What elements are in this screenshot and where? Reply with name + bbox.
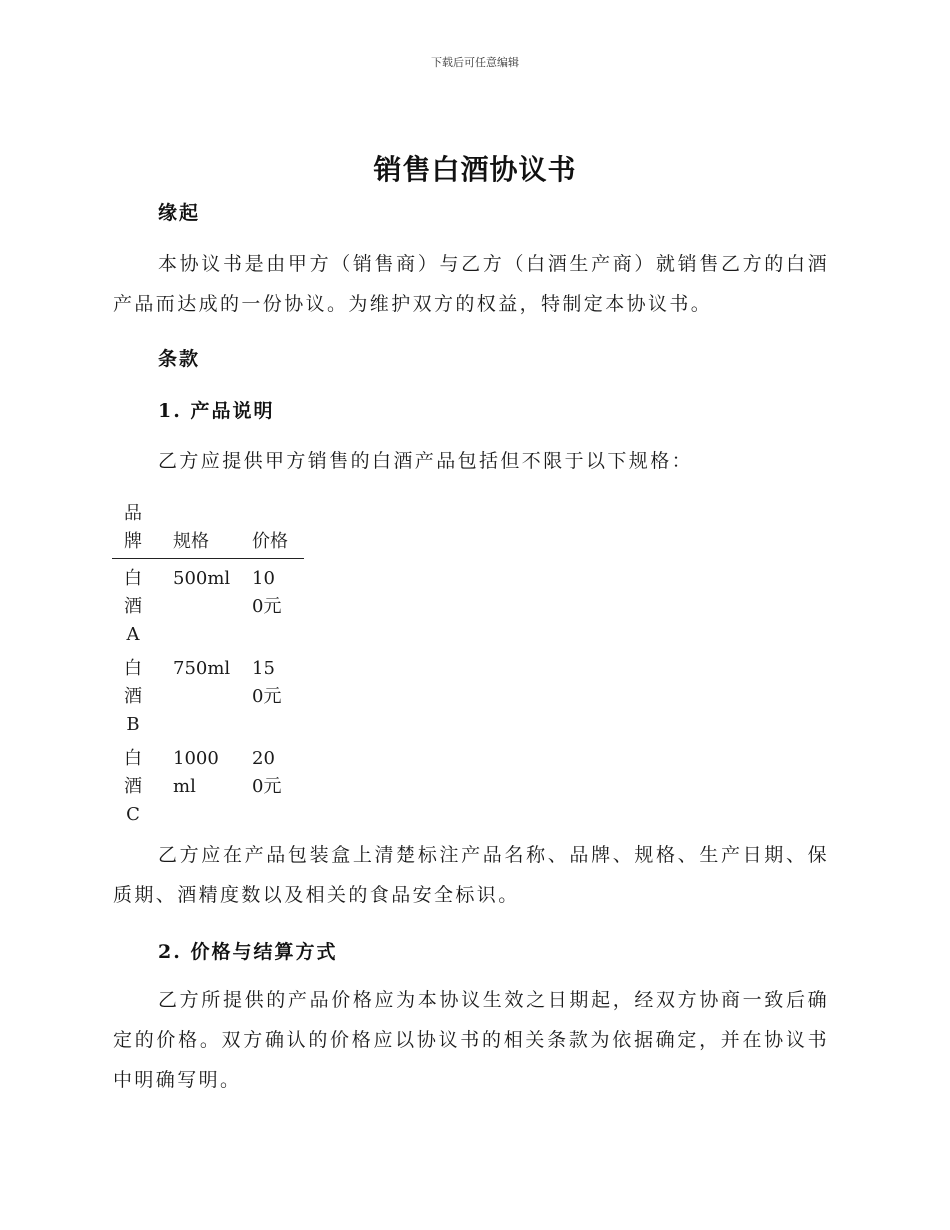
table-row: [112, 739, 304, 829]
table-cell-price: 100元: [252, 568, 282, 617]
table-cell-brand: 白酒A: [124, 568, 142, 645]
section-heading-pricing: 2. 价格与结算方式: [158, 941, 338, 963]
product-spec-table: [112, 500, 304, 829]
table-cell-brand: 白酒C: [124, 748, 142, 825]
table-row: [112, 649, 304, 739]
label-requirement-paragraph: 乙方应在产品包装盒上清楚标注产品名称、品牌、规格、生产日期、保质期、酒精度数以及相关的食品安全标识。: [113, 844, 829, 906]
table-row: [112, 559, 304, 650]
table-cell-price: 150元: [252, 658, 282, 707]
origin-paragraph: 本协议书是由甲方（销售商）与乙方（白酒生产商）就销售乙方的白酒产品而达成的一份协议。为维护双方的权益，特制定本协议书。: [113, 253, 829, 315]
pricing-paragraph: 乙方所提供的产品价格应为本协议生效之日期起，经双方协商一致后确定的价格。双方确认的价格应以协议书的相关条款为依据确定，并在协议书中明确写明。: [113, 989, 829, 1091]
table-header-price: 价格: [252, 500, 304, 559]
table-cell-spec: 750ml: [173, 658, 231, 679]
table-header-spec: 规格: [173, 500, 252, 559]
section-heading-terms: 条款: [158, 348, 201, 370]
table-cell-spec: 500ml: [173, 568, 231, 589]
section-heading-product: 1. 产品说明: [158, 400, 275, 422]
page-header-note: 下载后可任意编辑: [431, 56, 519, 69]
table-cell-spec: 1000ml: [173, 748, 219, 797]
table-header-row: [112, 500, 304, 559]
table-cell-price: 200元: [252, 748, 282, 797]
table-cell-brand: 白酒B: [124, 658, 142, 735]
table-header-brand: 品牌: [112, 500, 173, 559]
product-intro-paragraph: 乙方应提供甲方销售的白酒产品包括但不限于以下规格：: [158, 450, 694, 472]
section-heading-origin: 缘起: [158, 202, 201, 224]
document-title: 销售白酒协议书: [373, 153, 577, 186]
